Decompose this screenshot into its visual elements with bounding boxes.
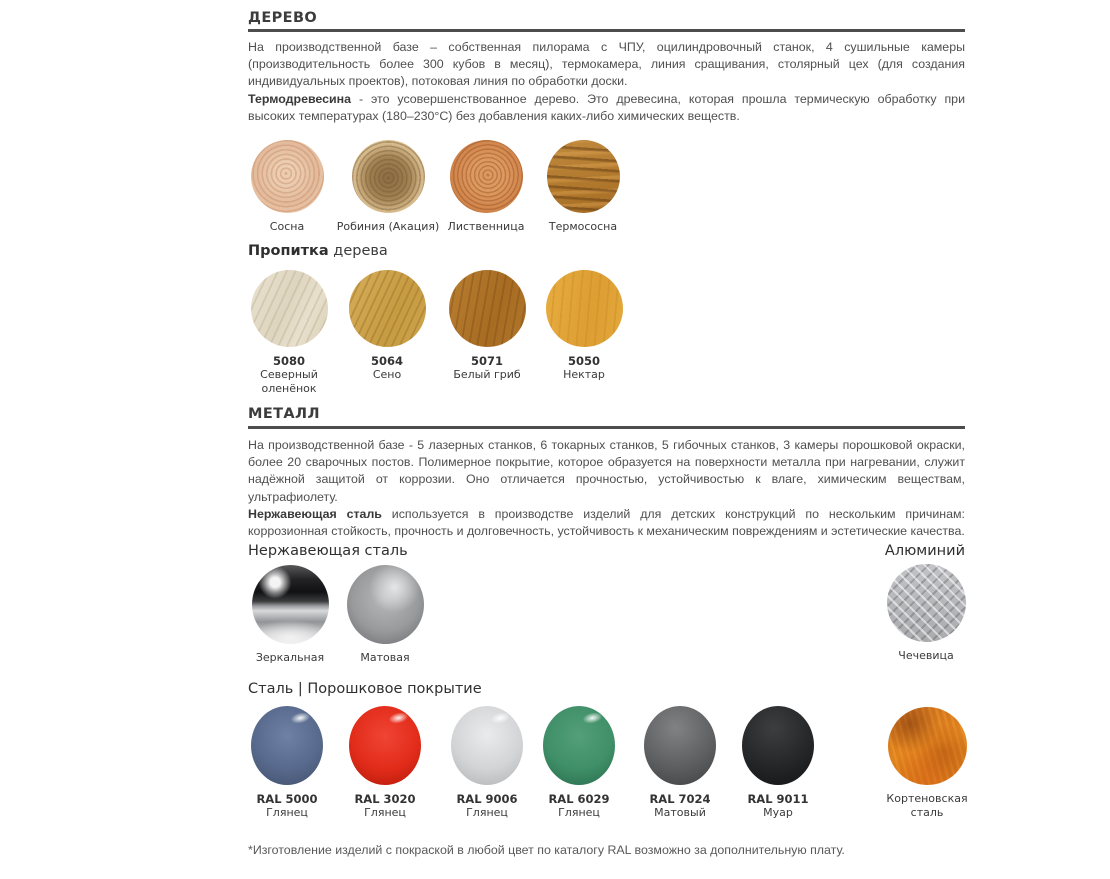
stain-5080-disc [251, 270, 328, 347]
metal-paragraph-text: На производственной базе - 5 лазерных станков, 6 токарных станков, 5 гибочных станков, 3 камеры порошковой окраски, более 20 сварочных постов. Полимерное покрытие, которое образуется на поверхности металла при нагревании, служит надёжной защитой от коррозии. Оно отличается прочностью, устойчивостью к влаге, химическим веществам, ультрафиолету. [248, 438, 965, 504]
stain-swatch-5050 [529, 270, 639, 382]
ral-finish: Муар [763, 806, 793, 819]
metal-section-rule [248, 426, 965, 429]
swatch-label: Матовая [360, 651, 410, 664]
swatch-label: Сосна [269, 220, 305, 233]
stain-swatch-5080 [234, 270, 344, 396]
swatch-label: Робиния (Акация) [336, 220, 440, 233]
swatch-label: Чечевица [898, 649, 954, 662]
checker-plate-disc [887, 564, 966, 642]
ral-finish: Глянец [266, 806, 308, 819]
stain-code: 5050 [567, 354, 600, 368]
ral9006-sphere [451, 706, 523, 785]
wood-swatch-thermopine [528, 140, 638, 234]
ral7024-sphere [644, 706, 716, 785]
ral9011-sphere [742, 706, 814, 785]
ral-code: RAL 9011 [747, 792, 809, 806]
corten-name: Кортеновская сталь [886, 792, 968, 819]
powder-swatch-ral9011 [730, 706, 826, 820]
wood-section-rule [248, 29, 965, 32]
powder-swatch-ral9006 [439, 706, 535, 820]
stain-5064-disc [349, 270, 426, 347]
matte-steel-sphere [347, 565, 424, 644]
stainless-swatch-mirror [235, 565, 345, 665]
aluminum-swatch-checker [871, 564, 981, 663]
pine-wood-disc [251, 140, 324, 213]
thermopine-wood-disc [547, 140, 620, 213]
wood-paragraph [248, 39, 965, 125]
powder-swatch-ral7024 [632, 706, 728, 820]
stain-name: Северный оленёнок [260, 368, 318, 395]
mirror-steel-sphere [252, 565, 329, 644]
wood-swatch-robinia [333, 140, 443, 234]
wood-swatch-pine [232, 140, 342, 234]
wood-swatch-larch [431, 140, 541, 234]
thermowood-description: - это усовершенствованное дерево. Это древесина, которая прошла термическую обработку при высоких температурах (180–230°C) без добавления каких-либо химических веществ. [248, 91, 965, 123]
powder-swatch-ral6029 [531, 706, 627, 820]
stain-name: Белый гриб [453, 368, 521, 381]
powder-subtitle: Сталь | Порошковое покрытие [248, 681, 482, 697]
stain-code: 5071 [470, 354, 503, 368]
stain-subtitle-bold: Пропитка [248, 243, 329, 259]
stain-5071-disc [449, 270, 526, 347]
ral-finish: Глянец [466, 806, 508, 819]
metal-paragraph [248, 437, 965, 540]
robinia-wood-disc [352, 140, 425, 213]
ral5000-sphere [251, 706, 323, 785]
ral3020-sphere [349, 706, 421, 785]
footnote: *Изготовление изделий с покраской в любой цвет по каталогу RAL возможно за дополнительную плату. [248, 843, 845, 857]
stainless-subtitle: Нержавеющая сталь [248, 543, 408, 559]
stainless-term: Нержавеющая сталь [248, 506, 382, 521]
stain-name: Нектар [563, 368, 605, 381]
wood-paragraph-text: На производственной базе – собственная пилорама с ЧПУ, оцилиндровочный станок, 4 сушильные камеры (производительность более 300 кубов в месяц), термокамера, линия сращивания, столярный цех (для создания индивидуальных проектов), потоковая линия по обработки доски. [248, 40, 965, 89]
corten-steel-disc [888, 707, 967, 785]
ral-finish: Глянец [558, 806, 600, 819]
powder-swatch-ral3020 [337, 706, 433, 820]
aluminum-subtitle: Алюминий [884, 543, 965, 559]
ral6029-sphere [543, 706, 615, 785]
ral-code: RAL 9006 [456, 792, 518, 806]
swatch-label: Лиственница [447, 220, 525, 233]
stain-swatch-5071 [432, 270, 542, 382]
ral-code: RAL 6029 [548, 792, 610, 806]
larch-wood-disc [450, 140, 523, 213]
ral-code: RAL 7024 [649, 792, 711, 806]
ral-code: RAL 3020 [354, 792, 416, 806]
ral-code: RAL 5000 [256, 792, 318, 806]
stain-name: Сено [372, 368, 402, 381]
ral-finish: Глянец [364, 806, 406, 819]
ral-finish: Матовый [654, 806, 706, 819]
stain-5050-disc [546, 270, 623, 347]
corten-swatch [879, 707, 975, 820]
stain-code: 5064 [370, 354, 403, 368]
stainless-swatch-matte [330, 565, 440, 665]
stain-swatch-5064 [332, 270, 442, 382]
powder-swatch-ral5000 [239, 706, 335, 820]
stainless-description: используется в производстве изделий для детских конструкций по нескольким причинам: коррозионная стойкость, прочность и долговечность, устойчивость к механическим повреждениям и эстетические качества. [248, 506, 965, 539]
swatch-label: Термососна [548, 220, 618, 233]
metal-section-title: МЕТАЛЛ [248, 406, 320, 422]
thermowood-term: Термодревесина [248, 91, 352, 106]
swatch-label: Зеркальная [255, 651, 325, 664]
stain-code: 5080 [272, 354, 305, 368]
stain-subtitle-light: дерева [328, 243, 388, 259]
wood-section-title: ДЕРЕВО [248, 10, 318, 26]
stain-subtitle [248, 243, 388, 259]
